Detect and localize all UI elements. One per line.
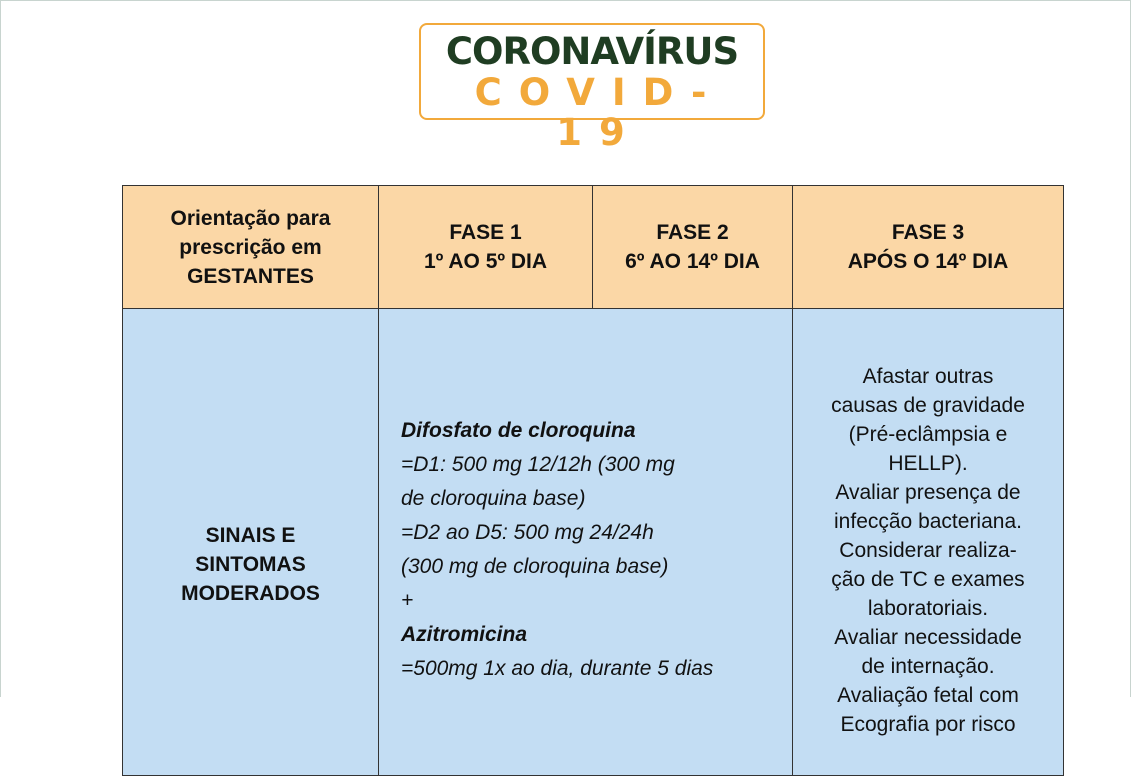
phase3-line: (Pré-eclâmpsia e (848, 423, 1008, 446)
drug-name-azitromicina: Azitromicina (401, 623, 528, 646)
fase3-title: FASE 3 (891, 221, 965, 244)
phase3-line: infecção bacteriana. (834, 510, 1022, 533)
phase3-line: ção de TC e exames (831, 568, 1025, 591)
header-orientation-line: GESTANTES (187, 264, 314, 288)
phase3-line: Afastar outras (862, 365, 994, 388)
fase2-days: 6º AO 14º DIA (625, 250, 760, 273)
phase3-line: Avaliar necessidade (834, 626, 1022, 649)
table-row-moderate (123, 309, 1064, 776)
phase3-cell (793, 309, 1064, 776)
logo-subtitle: COVID-19 (474, 71, 724, 154)
fase2-title: FASE 2 (656, 221, 729, 244)
row-label-line: SINTOMAS (195, 552, 306, 576)
dosage-line: =D1: 500 mg 12/12h (300 mg (401, 453, 675, 476)
phase3-line: de internação. (861, 655, 995, 678)
phase3-line: laboratoriais. (867, 597, 989, 620)
header-orientation-line: prescrição em (179, 235, 322, 259)
phase3-line: Considerar realiza- (839, 539, 1017, 562)
table-header-row (123, 186, 1064, 309)
dosage-line: de cloroquina base) (401, 487, 586, 510)
header-cell-fase2 (593, 186, 793, 309)
covid-logo (419, 23, 765, 154)
header-orientation-line: Orientação para (170, 206, 331, 230)
row-label-cell (123, 309, 379, 776)
header-cell-orientation (123, 186, 379, 309)
phase3-line: HELLP). (888, 452, 968, 475)
drug-name-cloroquina: Difosfato de cloroquina (401, 419, 636, 442)
dosage-line: =500mg 1x ao dia, durante 5 dias (401, 657, 714, 680)
fase1-days: 1º AO 5º DIA (423, 250, 548, 273)
header-cell-fase3 (793, 186, 1064, 309)
dosage-line: (300 mg de cloroquina base) (401, 555, 669, 578)
logo-title: CORONAVÍRUS (445, 30, 739, 73)
phase3-line: causas de gravidade (831, 394, 1025, 417)
treatment-cell (379, 309, 793, 776)
header-cell-fase1 (379, 186, 593, 309)
dosage-line: =D2 ao D5: 500 mg 24/24h (401, 521, 654, 544)
row-label-line: SINAIS E (205, 523, 296, 547)
phase3-line: Avaliação fetal com (837, 684, 1019, 707)
plus-sign: + (401, 589, 414, 612)
fase3-days: APÓS O 14º DIA (847, 250, 1009, 273)
prescription-table (122, 185, 1064, 776)
fase1-title: FASE 1 (449, 221, 522, 244)
row-label-line: MODERADOS (181, 581, 320, 605)
phase3-line: Avaliar presença de (835, 481, 1021, 504)
phase3-line: Ecografia por risco (840, 713, 1016, 736)
